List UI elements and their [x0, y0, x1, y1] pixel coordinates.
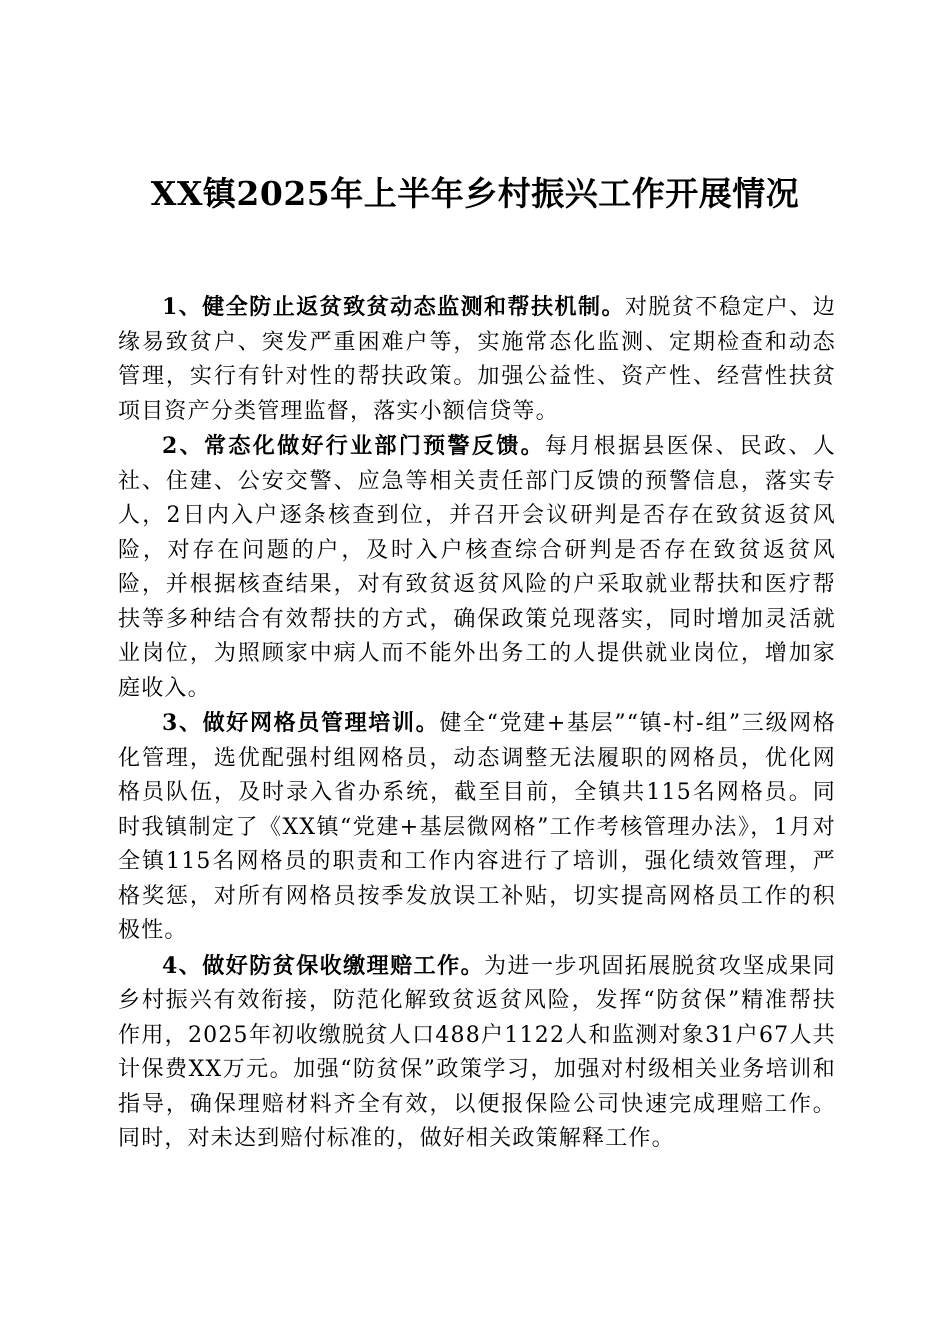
paragraph-3-text: 健全“党建+基层”“镇-村-组”三级网格化管理，选优配强村组网格员，动态调整无法履职的网格员，优化网格员队伍，及时录入省办系统，截至目前，全镇共115名网格员。同时我镇制定了《XX镇“党建+基层微网格”工作考核管理办法》，1月对全镇115名网格员的职责和工作内容进行了培训，强化绩效管理，严格奖惩，对所有网格员按季发放误工补贴，切实提高网格员工作的积极性。 — [118, 711, 836, 943]
paragraph-1 — [118, 290, 836, 429]
paragraph-4-text: 为进一步巩固拓展脱贫攻坚成果同乡村振兴有效衔接，防范化解致贫返贫风险，发挥“防贫保”精准帮扶作用，2025年初收缴脱贫人口488户1122人和监测对象31户67人共计保费XX万元。加强“防贫保”政策学习，加强对村级相关业务培训和指导，确保理赔材料齐全有效，以便报保险公司快速完成理赔工作。同时，对未达到赔付标准的，做好相关政策解释工作。 — [118, 953, 836, 1151]
paragraph-3-heading: 3、做好网格员管理培训。 — [162, 710, 440, 736]
paragraph-2-text: 每月根据县医保、民政、人社、住建、公安交警、应急等相关责任部门反馈的预警信息，落实专人，2日内入户逐条核查到位，并召开会议研判是否存在致贫返贫风险，对存在问题的户，及时入户核查综合研判是否存在致贫返贫风险，并根据核查结果，对有致贫返贫风险的户采取就业帮扶和医疗帮扶等多种结合有效帮扶的方式，确保政策兑现落实，同时增加灵活就业岗位，为照顾家中病人而不能外出务工的人提供就业岗位，增加家庭收入。 — [118, 434, 836, 701]
paragraph-2-heading: 2、常态化做好行业部门预警反馈。 — [162, 433, 545, 459]
paragraph-2 — [118, 429, 836, 706]
paragraph-1-heading: 1、健全防止返贫致贫动态监测和帮扶机制。 — [162, 294, 625, 320]
paragraph-4-heading: 4、做好防贫保收缴理赔工作。 — [162, 952, 485, 979]
document-body — [118, 290, 836, 1157]
paragraph-1-text: 对脱贫不稳定户、边缘易致贫户、突发严重困难户等，实施常态化监测、定期检查和动态管理，实行有针对性的帮扶政策。加强公益性、资产性、经营性扶贫项目资产分类管理监督，落实小额信贷等。 — [118, 295, 836, 424]
paragraph-3 — [118, 706, 836, 949]
paragraph-4 — [118, 949, 836, 1157]
document-title: XX镇2025年上半年乡村振兴工作开展情况 — [150, 174, 800, 213]
